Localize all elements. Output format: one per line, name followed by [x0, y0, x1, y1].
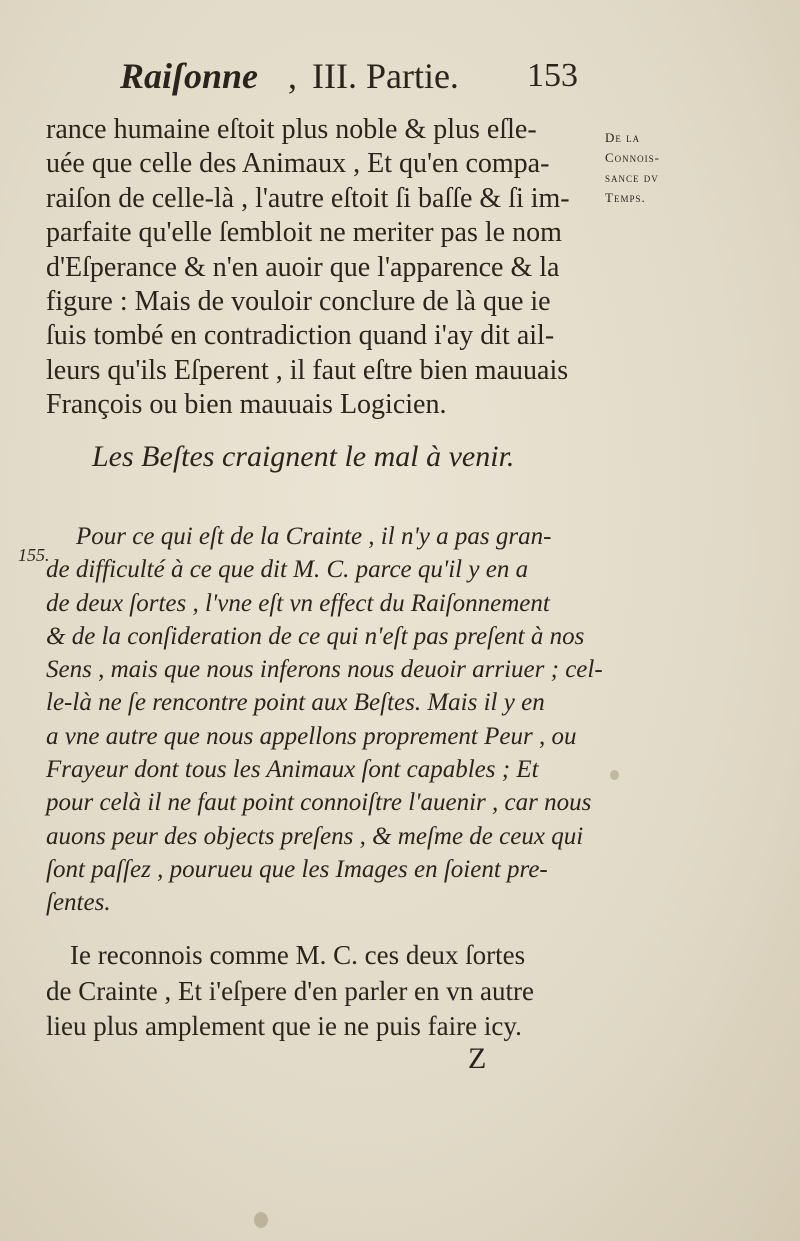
quote-line: de deux ſortes , l'vne eſt vn effect du Raiſonnement: [46, 589, 550, 617]
quote-line: a vne autre que nous appellons proprement Peur , ou: [46, 722, 577, 750]
body-line: François ou bien mauuais Logicien.: [46, 389, 447, 421]
ink-spot: [610, 770, 619, 780]
body-line: figure : Mais de vouloir conclure de là que ie: [46, 286, 551, 318]
body-line: raiſon de celle-là , l'autre eſtoit ſi baſſe & ſi im-: [46, 182, 570, 214]
quote-line: ſentes.: [46, 889, 111, 917]
body-line: ſuis tombé en contradiction quand i'ay dit ail-: [46, 320, 555, 352]
quote-line: Pour ce qui eſt de la Crainte , il n'y a pas gran-: [76, 523, 552, 550]
closing-paragraph: [46, 938, 606, 1045]
body-line: parfaite qu'elle ſembloit ne meriter pas le nom: [46, 217, 562, 249]
quote-line: & de la conſideration de ce qui n'eſt pas preſent à nos: [46, 622, 585, 650]
margin-number: 155.: [18, 545, 50, 565]
closing-line: Ie reconnois comme M. C. ces deux ſortes: [70, 940, 526, 970]
page-number: 153: [527, 57, 578, 94]
quote-line: Frayeur dont tous les Animaux ſont capables ; Et: [46, 756, 539, 784]
quote-line: ſont paſſez , pourueu que les Images en ſoient pre-: [46, 855, 548, 883]
quote-line: le-là ne ſe rencontre point aux Beſtes. Mais il y en: [46, 689, 545, 717]
side-note: [605, 128, 785, 208]
running-header: [0, 55, 800, 105]
body-paragraph: [46, 113, 606, 423]
header-part: III. Partie.: [312, 56, 459, 96]
quote-line: auons peur des objects preſens , & meſme de ceux qui: [46, 822, 584, 850]
quote-line: Sens , mais que nous inferons nous deuoir arriuer ; cel-: [46, 656, 603, 684]
header-separator: ,: [288, 56, 297, 96]
closing-line: lieu plus amplement que ie ne puis faire icy.: [46, 1011, 522, 1041]
section-heading: Les Beſtes craignent le mal à venir.: [92, 440, 515, 473]
side-note-line: Temps.: [605, 190, 646, 205]
quote-line: pour celà il ne faut point connoiſtre l'auenir , car nous: [46, 789, 592, 817]
header-title: Raiſonne: [120, 56, 259, 96]
side-note-line: De la: [605, 130, 641, 145]
signature-mark: Z: [468, 1042, 487, 1075]
body-line: leurs qu'ils Eſperent , il faut eſtre bien mauuais: [46, 354, 569, 386]
body-line: uée que celle des Animaux , Et qu'en compa-: [46, 148, 550, 180]
body-line: rance humaine eſtoit plus noble & plus eſle-: [46, 114, 537, 145]
side-note-line: sance dv: [605, 170, 659, 185]
body-line: d'Eſperance & n'en auoir que l'apparence & la: [46, 251, 560, 283]
side-note-line: Connois-: [605, 150, 661, 165]
quoted-passage: [46, 520, 606, 920]
quote-line: de difficulté à ce que dit M. C. parce qu'il y en a: [46, 556, 529, 584]
ink-spot: [254, 1212, 268, 1228]
closing-line: de Crainte , Et i'eſpere d'en parler en vn autre: [46, 975, 535, 1006]
